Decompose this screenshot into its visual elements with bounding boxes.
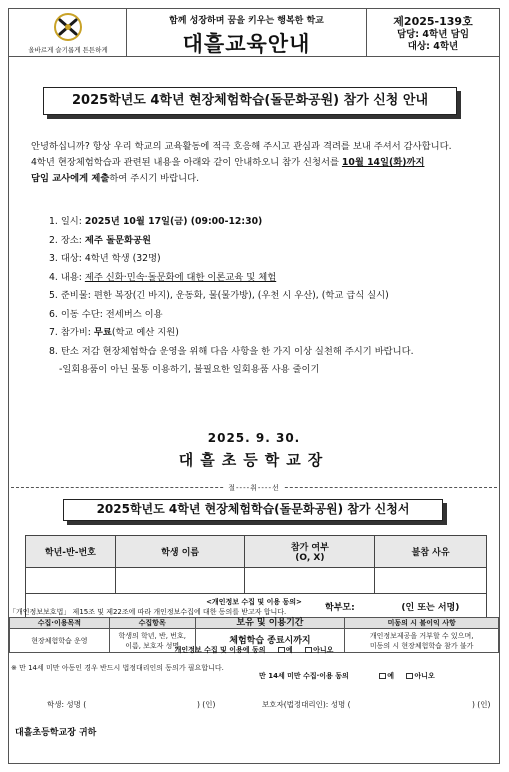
minor-no-label: 아니오 (414, 672, 435, 680)
school-emblem-icon (53, 12, 83, 42)
privacy-items-line: 이름, 보호자 성명 (125, 641, 180, 650)
item-note: (학교 예산 지원) (111, 327, 179, 338)
col-participation-label: 참가 여부 (290, 543, 329, 553)
notice-title: 2025학년도 4학년 현장체험학습(돌문화공원) 참가 신청 안내 (43, 87, 457, 115)
minor-consent (259, 671, 435, 681)
privacy-disadvantage-line: 미동의 시 현장체험학습 참가 불가 (369, 641, 474, 650)
header-center (127, 9, 367, 56)
privacy-items-line: 학생의 학년, 반, 번호, (118, 631, 186, 640)
details-list (49, 213, 497, 380)
student-name-label: 학생: 성명 ( (47, 700, 87, 709)
privacy-col-purpose: 수집·이용목적 (10, 618, 110, 629)
item-value: 제주 돌문화공원 (84, 234, 151, 246)
minor-yes-label: 예 (387, 672, 394, 680)
principal-signature: 대흘초등학교장 (178, 451, 330, 469)
deadline: 10월 14일(화)까지 (341, 157, 425, 168)
col-class-number: 학년-반-번호 (26, 536, 116, 568)
list-item-transport: 6. 이동 수단: 전세버스 이용 (49, 308, 163, 320)
intro-text: 4학년 현장체험학습과 관련된 내용을 아래와 같이 안내하오니 참가 신청서를 (31, 157, 342, 168)
letter-header (9, 9, 499, 57)
absence-reason-field[interactable] (375, 568, 487, 594)
in-charge: 담당: 4학년 담임 (396, 29, 470, 40)
participation-field[interactable] (245, 568, 375, 594)
closing: 대흘초등학교장 귀하 (15, 728, 97, 738)
consent-yes-label: 예 (285, 646, 293, 654)
list-item-fee (49, 324, 497, 343)
intro-text: 하여 주시기 바랍니다. (109, 173, 200, 184)
list-item-content (49, 269, 497, 288)
intro-paragraph (31, 139, 491, 187)
form-title: 2025학년도 4학년 현장체험학습(돌문화공원) 참가 신청서 (63, 499, 443, 521)
newsletter-title: 대흘교육안내 (182, 32, 311, 56)
privacy-consent (9, 645, 499, 655)
cut-label: 절----취----선 (225, 484, 283, 492)
privacy-description: 「개인정보보호법」 제15조 및 제22조에 따라 개인정보수집에 대한 동의를 받고자 합니다. (9, 608, 287, 616)
header-info (367, 9, 499, 56)
guardian-name-label: 보호자(법정대리인): 성명 ( (262, 700, 351, 709)
school-motto: 올바르게 슬기롭게 튼튼하게 (28, 46, 108, 54)
privacy-col-disadvantage: 미동의 시 불이익 사항 (345, 618, 499, 629)
col-participation-hint: (O, X) (295, 553, 325, 563)
privacy-purpose: 현장체험학습 운영 (10, 629, 110, 653)
intro-line-1: 안녕하십니까? 항상 우리 학교의 교육활동에 적극 호응해 주시고 관심과 격려를 보내 주셔서 감사합니다. (31, 141, 452, 152)
consent-yes-checkbox[interactable] (278, 647, 285, 653)
item-label: 7. 참가비: (49, 327, 94, 338)
col-participation (245, 536, 375, 568)
consent-no-checkbox[interactable] (305, 647, 312, 653)
consent-no-label: 아니오 (313, 646, 334, 654)
list-item-supplies: 5. 준비물: 편한 복장(긴 바지), 운동화, 물(물가방), (우천 시 우산), (학교 급식 실시) (49, 290, 389, 301)
cut-label-wrap (9, 483, 499, 493)
list-item-carbon: 8. 탄소 저감 현장체험학습 운영을 위해 다음 사항을 한 가지 이상 실천해 주시기 바랍니다. (49, 345, 414, 357)
intro-line-2 (31, 155, 491, 171)
list-item-target: 3. 대상: 4학년 학생 (32명) (49, 253, 161, 264)
privacy-col-period: 보유 및 이용기간 (195, 618, 345, 629)
privacy-period: 체험학습 종료시까지 (195, 629, 345, 653)
parent-label: 학부모: (245, 594, 375, 620)
student-name-field[interactable] (115, 568, 245, 594)
list-item-carbon-sub: -일회용품이 아닌 물통 이용하기, 불필요한 일회용품 사용 줄이기 (59, 364, 320, 375)
col-absence-reason: 불참 사유 (375, 536, 487, 568)
guardian-sign-end[interactable]: ) (인) (472, 700, 491, 709)
school-slogan: 함께 성장하며 꿈을 키우는 행복한 학교 (169, 16, 324, 26)
item-label: 1. 일시: (49, 216, 85, 227)
class-number-field[interactable] (26, 568, 116, 594)
list-item-place (49, 232, 497, 251)
submit-to: 담임 교사에게 제출 (31, 173, 110, 184)
item-label: 2. 장소: (49, 234, 85, 246)
intro-line-3 (31, 171, 491, 187)
parent-sign-field[interactable]: (인 또는 서명) (375, 594, 487, 620)
guardian-note: ※ 만 14세 미만 아동인 경우 반드시 법정대리인의 동의가 필요합니다. (11, 664, 224, 672)
item-value: 무료 (93, 327, 112, 338)
item-value: 제주 신화·민속·돌문화에 대한 이론교육 및 체험 (84, 271, 277, 283)
document-page (8, 8, 500, 764)
issue-date: 2025. 9. 30. (207, 431, 301, 445)
student-sign-end[interactable]: ) (인) (197, 700, 216, 709)
school-logo-area (9, 9, 127, 56)
privacy-title: <개인정보 수집 및 이용 동의> (206, 598, 302, 606)
minor-yes-checkbox[interactable] (379, 673, 386, 679)
list-item-date (49, 213, 497, 232)
document-number: 제2025-139호 (393, 15, 473, 28)
consent-label: 개인정보 수집 및 이용에 동의 (174, 646, 266, 654)
item-label: 4. 내용: (49, 271, 85, 283)
target-grade: 대상: 4학년 (407, 41, 459, 52)
minor-consent-label: 만 14세 미만 수집·이용 동의 (259, 672, 349, 680)
col-student-name: 학생 이름 (115, 536, 245, 568)
minor-no-checkbox[interactable] (406, 673, 413, 679)
item-value: 2025년 10월 17일(금) (09:00-12:30) (84, 216, 263, 227)
privacy-col-items: 수집항목 (109, 618, 195, 629)
privacy-disadvantage-line: 개인정보제공을 거부할 수 있으며, (369, 631, 474, 640)
